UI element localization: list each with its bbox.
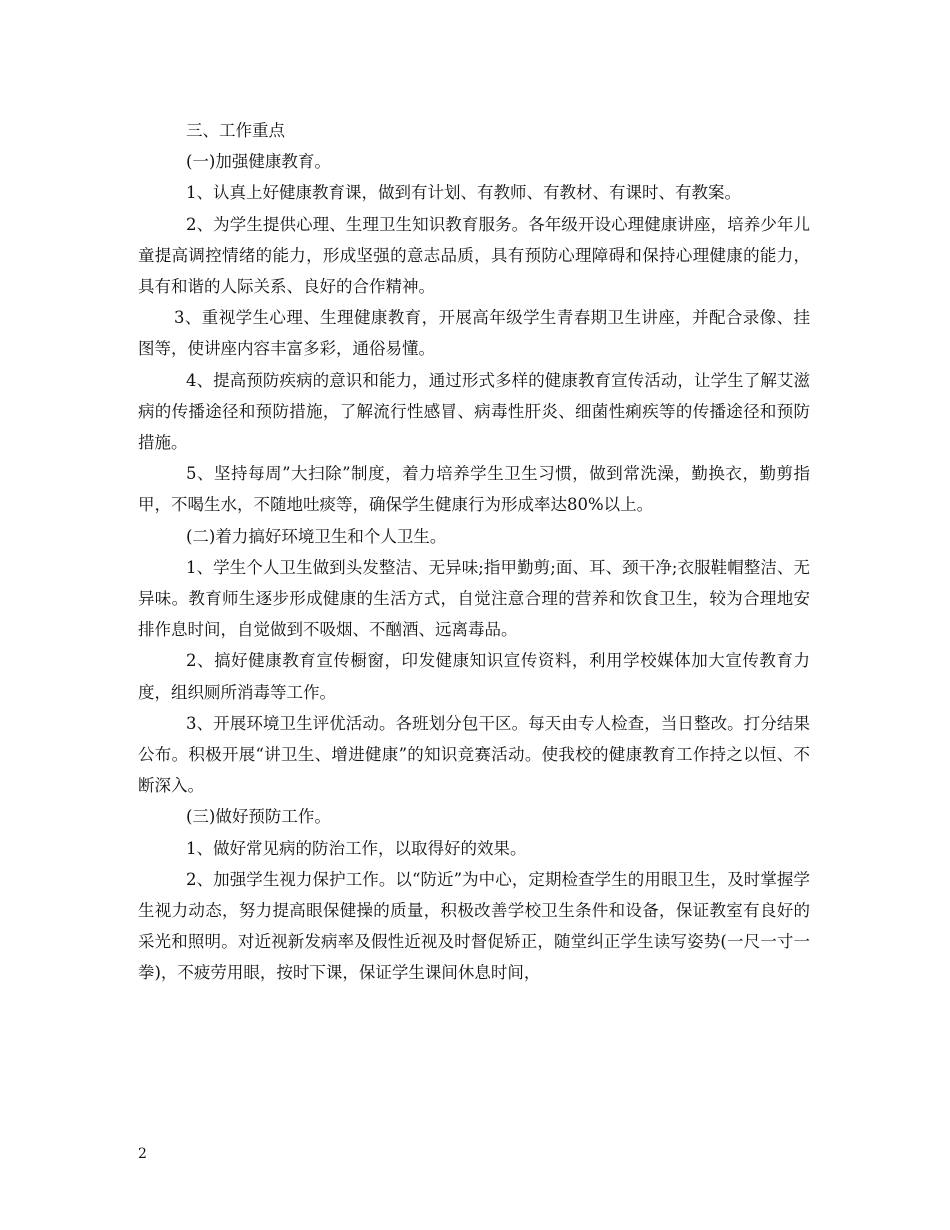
paragraph: 4、提高预防疾病的意识和能力，通过形式多样的健康教育宣传活动，让学生了解艾滋病的传播途径和预防措施，了解流行性感冒、病毒性肝炎、细菌性痢疾等的传播途径和预防措施。 [138,370,810,453]
paragraph: 2、加强学生视力保护工作。以“防近”为中心，定期检查学生的用眼卫生，及时掌握学生视力动态，努力提高眼保健操的质量，积极改善学校卫生条件和设备，保证教室有良好的采光和照明。对近视新发病率及假性近视及时督促矫正，随堂纠正学生读写姿势(一尺一寸一拳)，不疲劳用眼，按时下课，保证学生课间休息时间， [138,869,810,983]
subsection-heading: (三)做好预防工作。 [186,807,331,827]
paragraph: 2、为学生提供心理、生理卫生知识教育服务。各年级开设心理健康讲座，培养少年儿童提高调控情绪的能力，形成坚强的意志品质，具有预防心理障碍和保持心理健康的能力，具有和谐的人际关系、良好的合作精神。 [138,214,810,297]
paragraph: 3、开展环境卫生评优活动。各班划分包干区。每天由专人检查，当日整改。打分结果公布。积极开展“讲卫生、增进健康”的知识竞赛活动。使我校的健康教育工作持之以恒、不断深入。 [138,713,810,796]
subsection-heading: (二)着力搞好环境卫生和个人卫生。 [186,526,447,546]
paragraph: 5、坚持每周”大扫除”制度，着力培养学生卫生习惯，做到常洗澡，勤换衣，勤剪指甲，不喝生水，不随地吐痰等，确保学生健康行为形成率达80%以上。 [138,464,810,515]
paragraph: 1、认真上好健康教育课，做到有计划、有教师、有教材、有课时、有教案。 [186,183,741,203]
paragraph: 1、学生个人卫生做到头发整洁、无异味;指甲勤剪;面、耳、颈干净;衣服鞋帽整洁、无异味。教育师生逐步形成健康的生活方式，自觉注意合理的营养和饮食卫生，较为合理地安排作息时间，自觉做到不吸烟、不酗酒、远离毒品。 [138,557,810,640]
paragraph: 1、做好常见病的防治工作，以取得好的效果。 [186,838,527,858]
subsection-heading: (一)加强健康教育。 [186,152,331,172]
document-body [138,115,810,989]
section-heading: 三、工作重点 [186,121,285,140]
paragraph: 3、重视学生心理、生理健康教育，开展高年级学生青春期卫生讲座，并配合录像、挂图等，使讲座内容丰富多彩，通俗易懂。 [138,308,810,359]
page-number: 2 [138,1146,147,1162]
paragraph: 2、搞好健康教育宣传橱窗，印发健康知识宣传资料，利用学校媒体加大宣传教育力度，组织厕所消毒等工作。 [138,651,810,702]
